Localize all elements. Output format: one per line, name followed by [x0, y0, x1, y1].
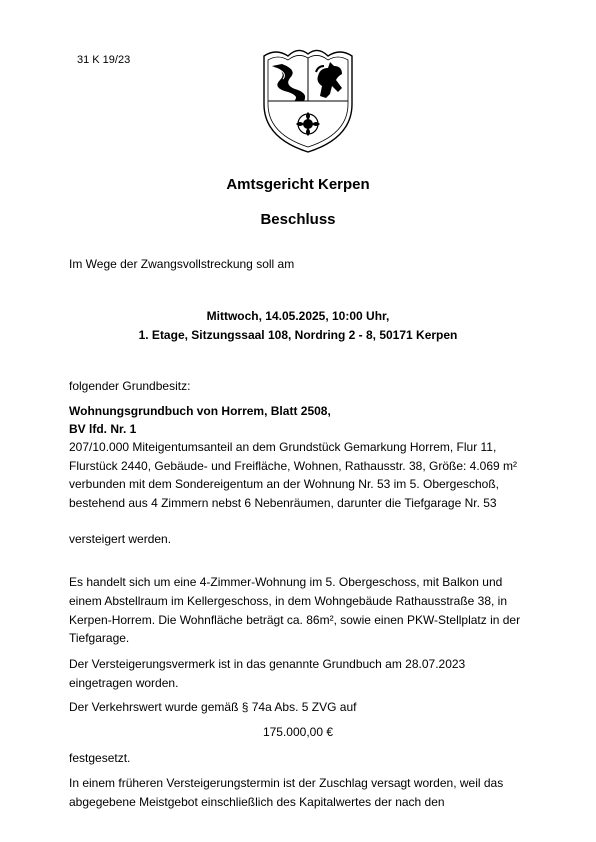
info-line: Kerpen-Horrem. Die Wohnfläche beträgt ca. 86m², sowie einen PKW-Stellplatz in der [69, 613, 521, 627]
intro-text: Im Wege der Zwangsvollstreckung soll am [69, 257, 295, 271]
property-desc-line: verbunden mit dem Sondereigentum an der Wohnung Nr. 53 im 5. Obergeschoß, [69, 477, 500, 491]
vermerk-line: Der Versteigerungsvermerk ist in das genannte Grundbuch am 28.07.2023 [69, 657, 466, 671]
property-desc-line: bestehend aus 4 Zimmern nebst 6 Nebenräumen, darunter die Tiefgarage Nr. 53 [69, 496, 497, 510]
verkehrswert-amount: 175.000,00 € [262, 725, 334, 739]
case-number: 31 K 19/23 [77, 54, 131, 66]
grundbuch-title: Wohnungsgrundbuch von Horrem, Blatt 2508, [69, 404, 331, 418]
versteigert-text: versteigert werden. [69, 532, 172, 546]
grundbesitz-intro: folgender Grundbesitz: [69, 379, 191, 393]
frueher-line: abgegebene Meistgebot einschließlich des Kapitalwertes der nach den [69, 795, 445, 809]
info-line: Tiefgarage. [69, 631, 130, 645]
court-name: Amtsgericht Kerpen [226, 176, 370, 193]
frueher-line: In einem früheren Versteigerungstermin ist der Zuschlag versagt worden, weil das [69, 776, 504, 790]
bv-number: BV lfd. Nr. 1 [69, 422, 137, 436]
property-desc-line: 207/10.000 Miteigentumsanteil an dem Grundstück Gemarkung Horrem, Flur 11, [69, 440, 497, 454]
property-desc-line: Flurstück 2440, Gebäude- und Freifläche, Wohnen, Rathausstr. 38, Größe: 4.069 m² [69, 459, 518, 473]
vermerk-line: eingetragen worden. [69, 676, 179, 690]
coat-of-arms-icon [258, 46, 358, 156]
info-line: einem Abstellraum im Kellergeschoss, in dem Wohngebäude Rathausstraße 38, in [69, 594, 508, 608]
termin-location: 1. Etage, Sitzungssaal 108, Nordring 2 - 8, 50171 Kerpen [138, 328, 458, 342]
festgesetzt-text: festgesetzt. [69, 751, 131, 765]
info-line: Es handelt sich um eine 4-Zimmer-Wohnung im 5. Obergeschoss, mit Balkon und [69, 575, 503, 589]
verkehrswert-intro: Der Verkehrswert wurde gemäß § 74a Abs. 5 ZVG auf [69, 700, 357, 714]
termin-date: Mittwoch, 14.05.2025, 10:00 Uhr, [206, 309, 390, 323]
document-title: Beschluss [260, 211, 336, 228]
